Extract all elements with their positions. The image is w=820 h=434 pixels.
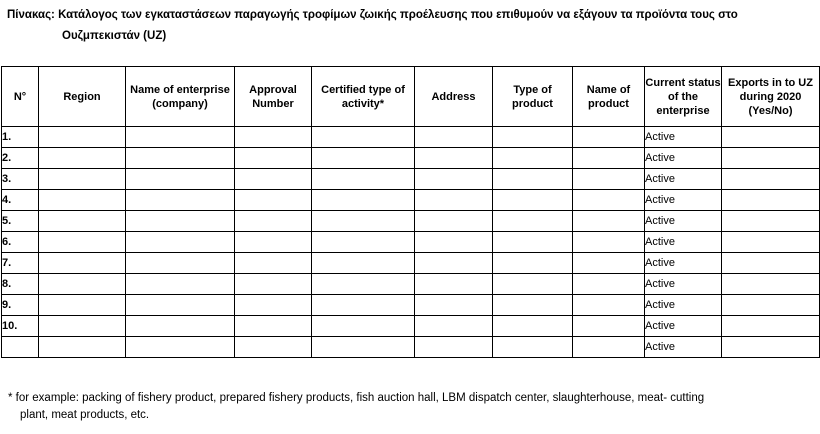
table-cell[interactable] (235, 337, 312, 358)
header-region: Region (39, 67, 126, 127)
table-cell[interactable] (39, 232, 126, 253)
status-cell[interactable]: Active (645, 274, 722, 295)
row-number-cell[interactable]: 6. (2, 232, 39, 253)
table-cell[interactable] (415, 337, 493, 358)
status-cell[interactable]: Active (645, 295, 722, 316)
table-cell[interactable] (493, 190, 573, 211)
table-cell[interactable] (39, 337, 126, 358)
footnote-line-2: plant, meat products, etc. (20, 409, 150, 421)
status-cell[interactable]: Active (645, 337, 722, 358)
header-product-type: Type of product (493, 67, 573, 127)
header-certified-activity: Certified type of activity* (312, 67, 415, 127)
table-cell[interactable] (493, 232, 573, 253)
table-row (2, 337, 820, 358)
row-number-cell[interactable]: 7. (2, 253, 39, 274)
footnote-line-1: * for example: packing of fishery product, prepared fishery products, fish auction hall, LBM dispatch center, slaughterhouse, meat- cutting (8, 392, 705, 404)
table-cell[interactable] (312, 169, 415, 190)
table-cell[interactable] (722, 316, 820, 337)
table-cell[interactable] (235, 295, 312, 316)
table-cell[interactable] (235, 169, 312, 190)
table-cell[interactable] (722, 337, 820, 358)
table-row (2, 127, 820, 148)
table-cell[interactable] (126, 274, 235, 295)
table-title-line-1: Πίνακας: Κατάλογος των εγκαταστάσεων παραγωγής τροφίμων ζωικής προέλευσης που επιθυμούν να εξάγουν τα προϊόντα τους στο (7, 9, 738, 21)
table-cell[interactable] (39, 148, 126, 169)
table-cell[interactable] (493, 127, 573, 148)
table-cell[interactable] (39, 127, 126, 148)
table-cell[interactable] (126, 232, 235, 253)
table-cell[interactable] (722, 274, 820, 295)
table-cell[interactable] (493, 169, 573, 190)
table-cell[interactable] (312, 295, 415, 316)
table-cell[interactable] (573, 211, 645, 232)
header-current-status: Current status of the enterprise (645, 67, 722, 127)
table-cell[interactable] (722, 211, 820, 232)
table-cell[interactable] (493, 274, 573, 295)
table-cell[interactable] (126, 148, 235, 169)
table-cell[interactable] (312, 148, 415, 169)
table-cell[interactable] (415, 148, 493, 169)
row-number-cell[interactable]: 10. (2, 316, 39, 337)
table-title-line-2: Ουζμπεκιστάν (UZ) (62, 30, 167, 42)
table-cell[interactable] (312, 253, 415, 274)
header-number: N° (2, 67, 39, 127)
row-number-cell[interactable] (2, 337, 39, 358)
table-cell[interactable] (126, 169, 235, 190)
table-cell[interactable] (312, 337, 415, 358)
row-number-cell[interactable]: 2. (2, 148, 39, 169)
table-cell[interactable] (415, 274, 493, 295)
table-cell[interactable] (312, 232, 415, 253)
row-number-cell[interactable]: 5. (2, 211, 39, 232)
table-cell[interactable] (39, 253, 126, 274)
status-cell[interactable]: Active (645, 148, 722, 169)
table-cell[interactable] (722, 232, 820, 253)
table-cell[interactable] (493, 148, 573, 169)
table-row (2, 190, 820, 211)
table-cell[interactable] (235, 253, 312, 274)
table-cell[interactable] (722, 253, 820, 274)
table-row (2, 274, 820, 295)
table-cell[interactable] (235, 127, 312, 148)
table-cell[interactable] (39, 190, 126, 211)
table-cell[interactable] (126, 211, 235, 232)
table-cell[interactable] (415, 211, 493, 232)
table-cell[interactable] (39, 316, 126, 337)
table-cell[interactable] (493, 253, 573, 274)
table-row (2, 148, 820, 169)
table-cell[interactable] (126, 337, 235, 358)
table-cell[interactable] (573, 127, 645, 148)
table-cell[interactable] (415, 253, 493, 274)
header-approval-number: Approval Number (235, 67, 312, 127)
table-cell[interactable] (312, 316, 415, 337)
table-cell[interactable] (573, 232, 645, 253)
table-header-row (2, 67, 820, 127)
table-cell[interactable] (722, 169, 820, 190)
table-row (2, 169, 820, 190)
table-cell[interactable] (573, 295, 645, 316)
row-number-cell[interactable]: 3. (2, 169, 39, 190)
header-enterprise-name: Name of enterprise (company) (126, 67, 235, 127)
table-cell[interactable] (235, 316, 312, 337)
table-cell[interactable] (235, 274, 312, 295)
header-product-name: Name of product (573, 67, 645, 127)
table-cell[interactable] (235, 148, 312, 169)
table-cell[interactable] (493, 295, 573, 316)
table-cell[interactable] (573, 169, 645, 190)
table-cell[interactable] (415, 127, 493, 148)
header-exports-uz: Exports in to UZ during 2020 (Yes/No) (722, 67, 820, 127)
table-cell[interactable] (126, 316, 235, 337)
header-address: Address (415, 67, 493, 127)
table-cell[interactable] (39, 295, 126, 316)
table-cell[interactable] (126, 127, 235, 148)
table-cell[interactable] (573, 316, 645, 337)
enterprise-table (1, 66, 820, 358)
row-number-cell[interactable]: 9. (2, 295, 39, 316)
table-cell[interactable] (39, 169, 126, 190)
table-row (2, 295, 820, 316)
row-number-cell[interactable]: 1. (2, 127, 39, 148)
table-cell[interactable] (39, 211, 126, 232)
table-cell[interactable] (415, 169, 493, 190)
table-row (2, 232, 820, 253)
table-cell[interactable] (415, 232, 493, 253)
status-cell[interactable]: Active (645, 232, 722, 253)
table-cell[interactable] (493, 211, 573, 232)
table-cell[interactable] (493, 316, 573, 337)
table-cell[interactable] (573, 253, 645, 274)
table-cell[interactable] (312, 274, 415, 295)
table-cell[interactable] (312, 127, 415, 148)
table-cell[interactable] (573, 337, 645, 358)
table-cell[interactable] (39, 274, 126, 295)
table-cell[interactable] (415, 190, 493, 211)
table-cell[interactable] (312, 211, 415, 232)
table-row (2, 253, 820, 274)
status-cell[interactable]: Active (645, 190, 722, 211)
row-number-cell[interactable]: 8. (2, 274, 39, 295)
table-cell[interactable] (722, 127, 820, 148)
table-cell[interactable] (312, 190, 415, 211)
footnote (8, 390, 798, 424)
table-cell[interactable] (573, 148, 645, 169)
table-cell[interactable] (415, 316, 493, 337)
table-cell[interactable] (573, 190, 645, 211)
table-cell[interactable] (235, 190, 312, 211)
status-cell[interactable]: Active (645, 127, 722, 148)
table-cell[interactable] (722, 295, 820, 316)
table-cell[interactable] (415, 295, 493, 316)
table-row (2, 211, 820, 232)
row-number-cell[interactable]: 4. (2, 190, 39, 211)
table-cell[interactable] (722, 148, 820, 169)
table-cell[interactable] (126, 190, 235, 211)
status-cell[interactable]: Active (645, 253, 722, 274)
table-cell[interactable] (126, 295, 235, 316)
table-row (2, 316, 820, 337)
table-cell[interactable] (722, 190, 820, 211)
table-cell[interactable] (493, 337, 573, 358)
status-cell[interactable]: Active (645, 211, 722, 232)
table-cell[interactable] (573, 274, 645, 295)
status-cell[interactable]: Active (645, 316, 722, 337)
table-cell[interactable] (126, 253, 235, 274)
table-cell[interactable] (235, 232, 312, 253)
table-cell[interactable] (235, 211, 312, 232)
status-cell[interactable]: Active (645, 169, 722, 190)
